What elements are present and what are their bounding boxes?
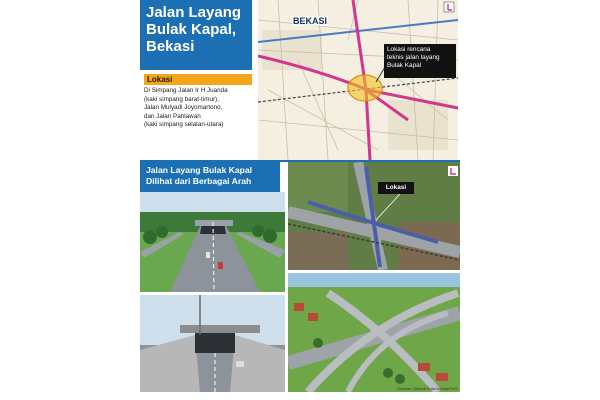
callout-line-1: Lokasi rencana [387,46,431,53]
location-line-4: dan Jalan Pahlawan [144,112,201,120]
render-underpass-view [140,295,285,392]
source-credit: Sumber: Dishub Kota Bekasi/TILE [397,386,458,391]
title-line-2: Bulak Kapal, [146,21,237,38]
render-flyover-street-view [140,192,285,292]
map-callout [384,44,456,78]
map-city-label: BEKASI [293,16,328,26]
title-line-3: Bekasi [146,38,195,55]
location-label-bar [144,74,252,85]
street-view-graphic [140,192,285,292]
render-interchange-view [288,273,460,392]
location-label: Lokasi [147,75,173,84]
title-banner [140,0,252,70]
location-map [258,0,458,160]
location-line-3: Jalan Mulyadi Joyomartono, [144,104,223,112]
section-banner [140,162,280,192]
underpass-view-graphic [140,295,285,392]
callout-line-2: teknis jalan layang [387,54,440,61]
aerial-view-graphic [288,162,460,270]
interchange-view-graphic [288,273,460,392]
infographic-sheet [140,0,460,400]
callout-line-3: Bulak Kapal [387,62,422,69]
location-line-2: (kaki simpang barat-timur), [144,95,219,103]
section-title-line-1: Jalan Layang Bulak Kapal [146,165,253,175]
render-aerial-view [288,162,460,270]
title-line-1: Jalan Layang [146,4,242,21]
location-line-5: (kaki simpang selatan-utara) [144,121,224,129]
page-title [146,4,250,55]
section-title-line-2: Dilihat dari Berbagai Arah [146,176,252,186]
location-description [144,87,256,130]
location-line-1: Di Simpang Jalan Ir H Juanda [144,87,228,94]
street-map-graphic [258,0,458,160]
section-title [146,165,252,187]
aerial-location-tag: Lokasi [378,182,414,194]
